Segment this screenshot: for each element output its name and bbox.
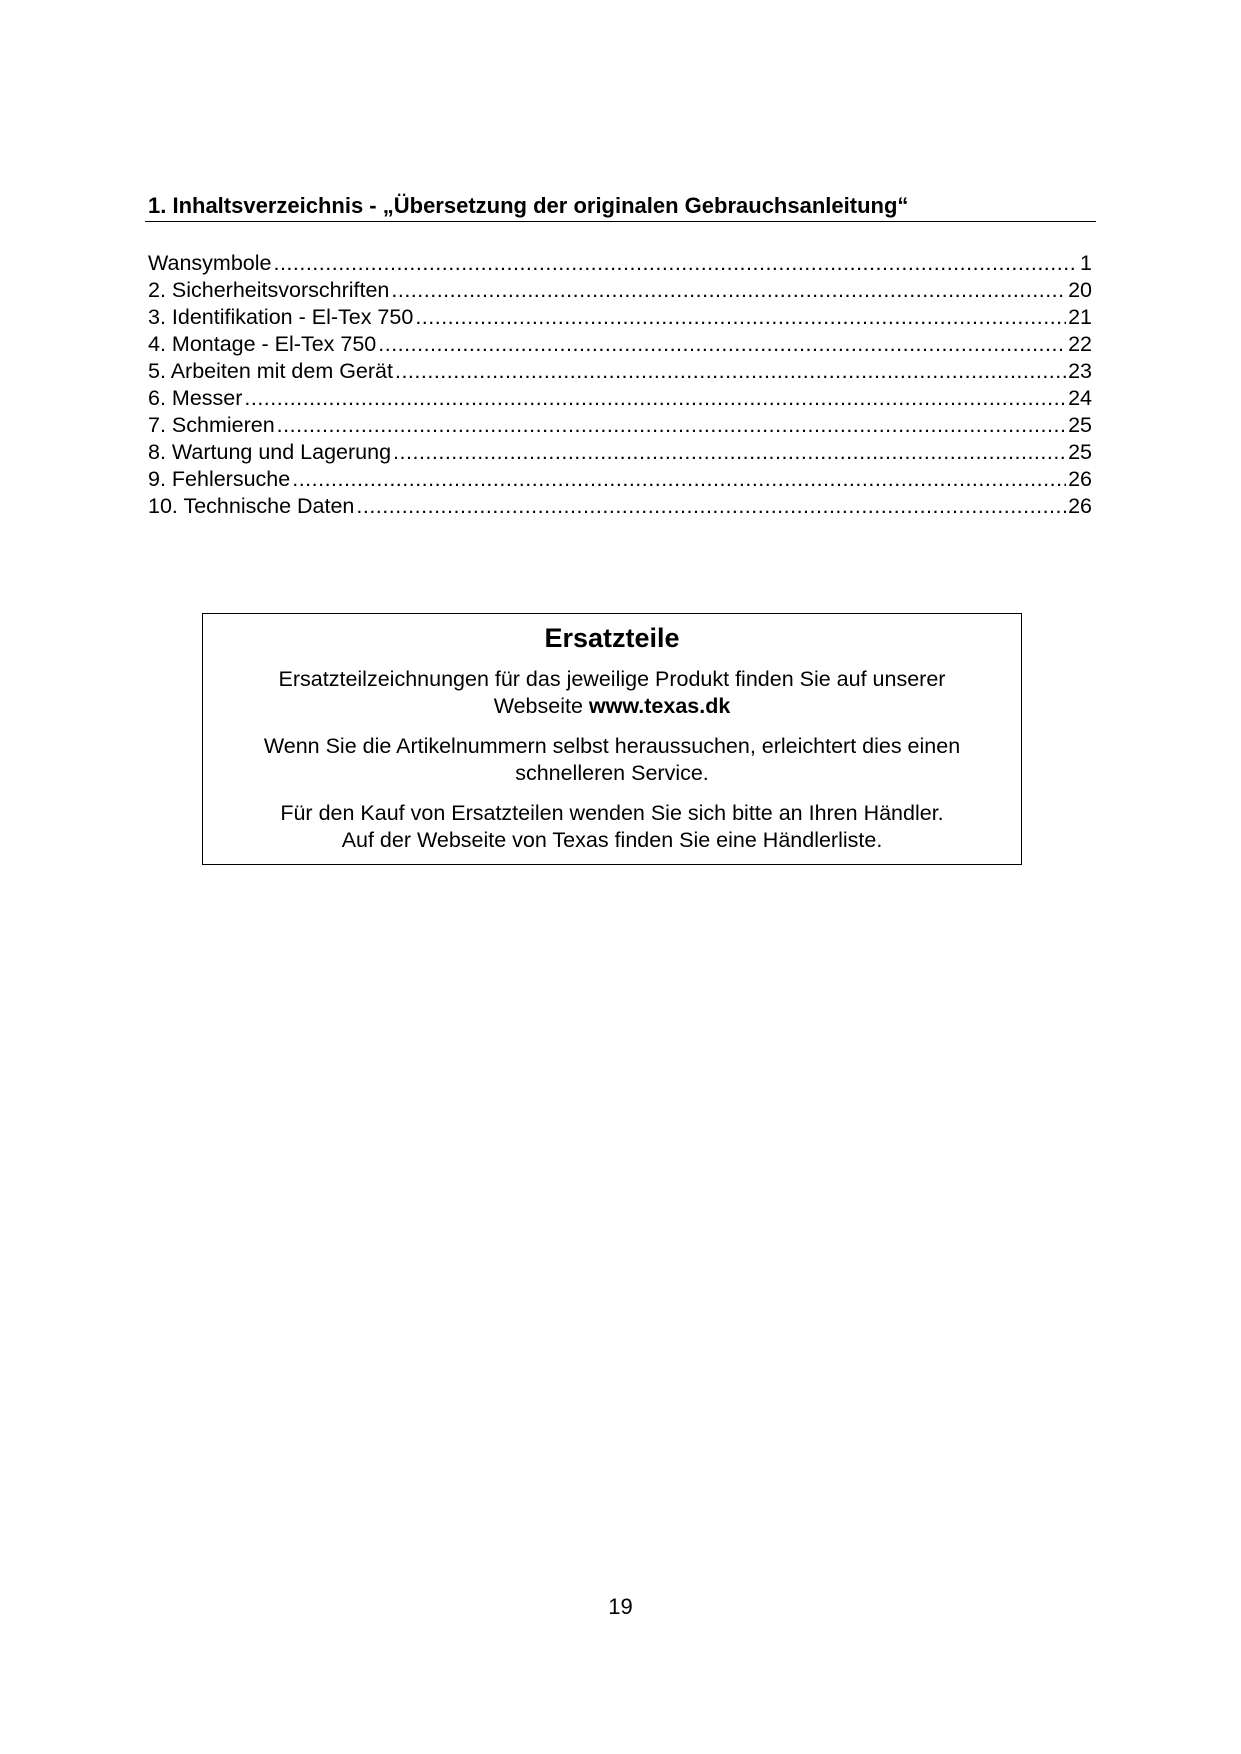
toc-entry-label: Wansymbole	[148, 251, 272, 275]
toc-entry[interactable]	[148, 277, 1092, 304]
toc-entry-label: 6. Messer	[148, 386, 243, 410]
toc-entry[interactable]	[148, 304, 1092, 331]
toc-entry[interactable]	[148, 250, 1092, 277]
toc-leader-dots	[292, 466, 1066, 493]
paragraph-line: Auf der Webseite von Texas finden Sie eine Händlerliste.	[341, 828, 883, 852]
toc-leader-dots	[393, 439, 1066, 466]
toc-entry-page: 26	[1068, 467, 1092, 491]
toc-entry-label: 7. Schmieren	[148, 413, 275, 437]
paragraph-line-prefix: Webseite	[493, 694, 589, 718]
toc-leader-dots	[356, 493, 1066, 520]
toc-entry[interactable]	[148, 331, 1092, 358]
website-link[interactable]: www.texas.dk	[588, 694, 731, 718]
toc-leader-dots	[395, 358, 1066, 385]
toc-entry-label: 5. Arbeiten mit dem Gerät	[148, 359, 393, 383]
toc-leader-dots	[415, 304, 1066, 331]
toc-entry-page: 26	[1068, 494, 1092, 518]
toc-entry-page: 22	[1068, 332, 1092, 356]
spare-parts-paragraph-dealer	[203, 800, 1021, 854]
toc-entry[interactable]	[148, 439, 1092, 466]
toc-entry-label: 9. Fehlersuche	[148, 467, 291, 491]
toc-entry-label: 10. Technische Daten	[148, 494, 355, 518]
paragraph-line: schnelleren Service.	[515, 761, 709, 785]
toc-entry-label: 3. Identifikation - El-Tex 750	[148, 305, 414, 329]
toc-leader-dots	[277, 412, 1066, 439]
toc-entry-page: 20	[1068, 278, 1092, 302]
toc-entry[interactable]	[148, 385, 1092, 412]
paragraph-line: Ersatzteilzeichnungen für das jeweilige Produkt finden Sie auf unserer	[278, 667, 946, 691]
toc-heading: 1. Inhaltsverzeichnis - „Übersetzung der originalen Gebrauchsanleitung“	[148, 193, 909, 218]
spare-parts-title: Ersatzteile	[544, 623, 680, 653]
spare-parts-paragraph-drawings	[203, 666, 1021, 720]
paragraph-line: Für den Kauf von Ersatzteilen wenden Sie sich bitte an Ihren Händler.	[280, 801, 944, 825]
toc-leader-dots	[244, 385, 1066, 412]
toc-entry-page: 25	[1068, 413, 1092, 437]
toc-entry[interactable]	[148, 412, 1092, 439]
toc-entry[interactable]	[148, 493, 1092, 520]
toc-entry-label: 8. Wartung und Lagerung	[148, 440, 392, 464]
table-of-contents	[148, 250, 1092, 520]
spare-parts-paragraph-article-numbers	[203, 733, 1021, 787]
paragraph-line: Wenn Sie die Artikelnummern selbst heraussuchen, erleichtert dies einen	[263, 734, 961, 758]
spare-parts-box	[202, 613, 1022, 865]
heading-underline	[145, 221, 1096, 222]
toc-entry-page: 25	[1068, 440, 1092, 464]
toc-leader-dots	[273, 250, 1078, 277]
toc-entry-page: 1	[1080, 251, 1092, 275]
toc-entry-label: 4. Montage - El-Tex 750	[148, 332, 377, 356]
toc-leader-dots	[378, 331, 1066, 358]
toc-entry-page: 23	[1068, 359, 1092, 383]
page-number: 19	[608, 1594, 633, 1619]
toc-entry-page: 24	[1068, 386, 1092, 410]
toc-leader-dots	[391, 277, 1066, 304]
toc-entry-page: 21	[1068, 305, 1092, 329]
toc-entry[interactable]	[148, 358, 1092, 385]
toc-entry-label: 2. Sicherheitsvorschriften	[148, 278, 390, 302]
toc-entry[interactable]	[148, 466, 1092, 493]
